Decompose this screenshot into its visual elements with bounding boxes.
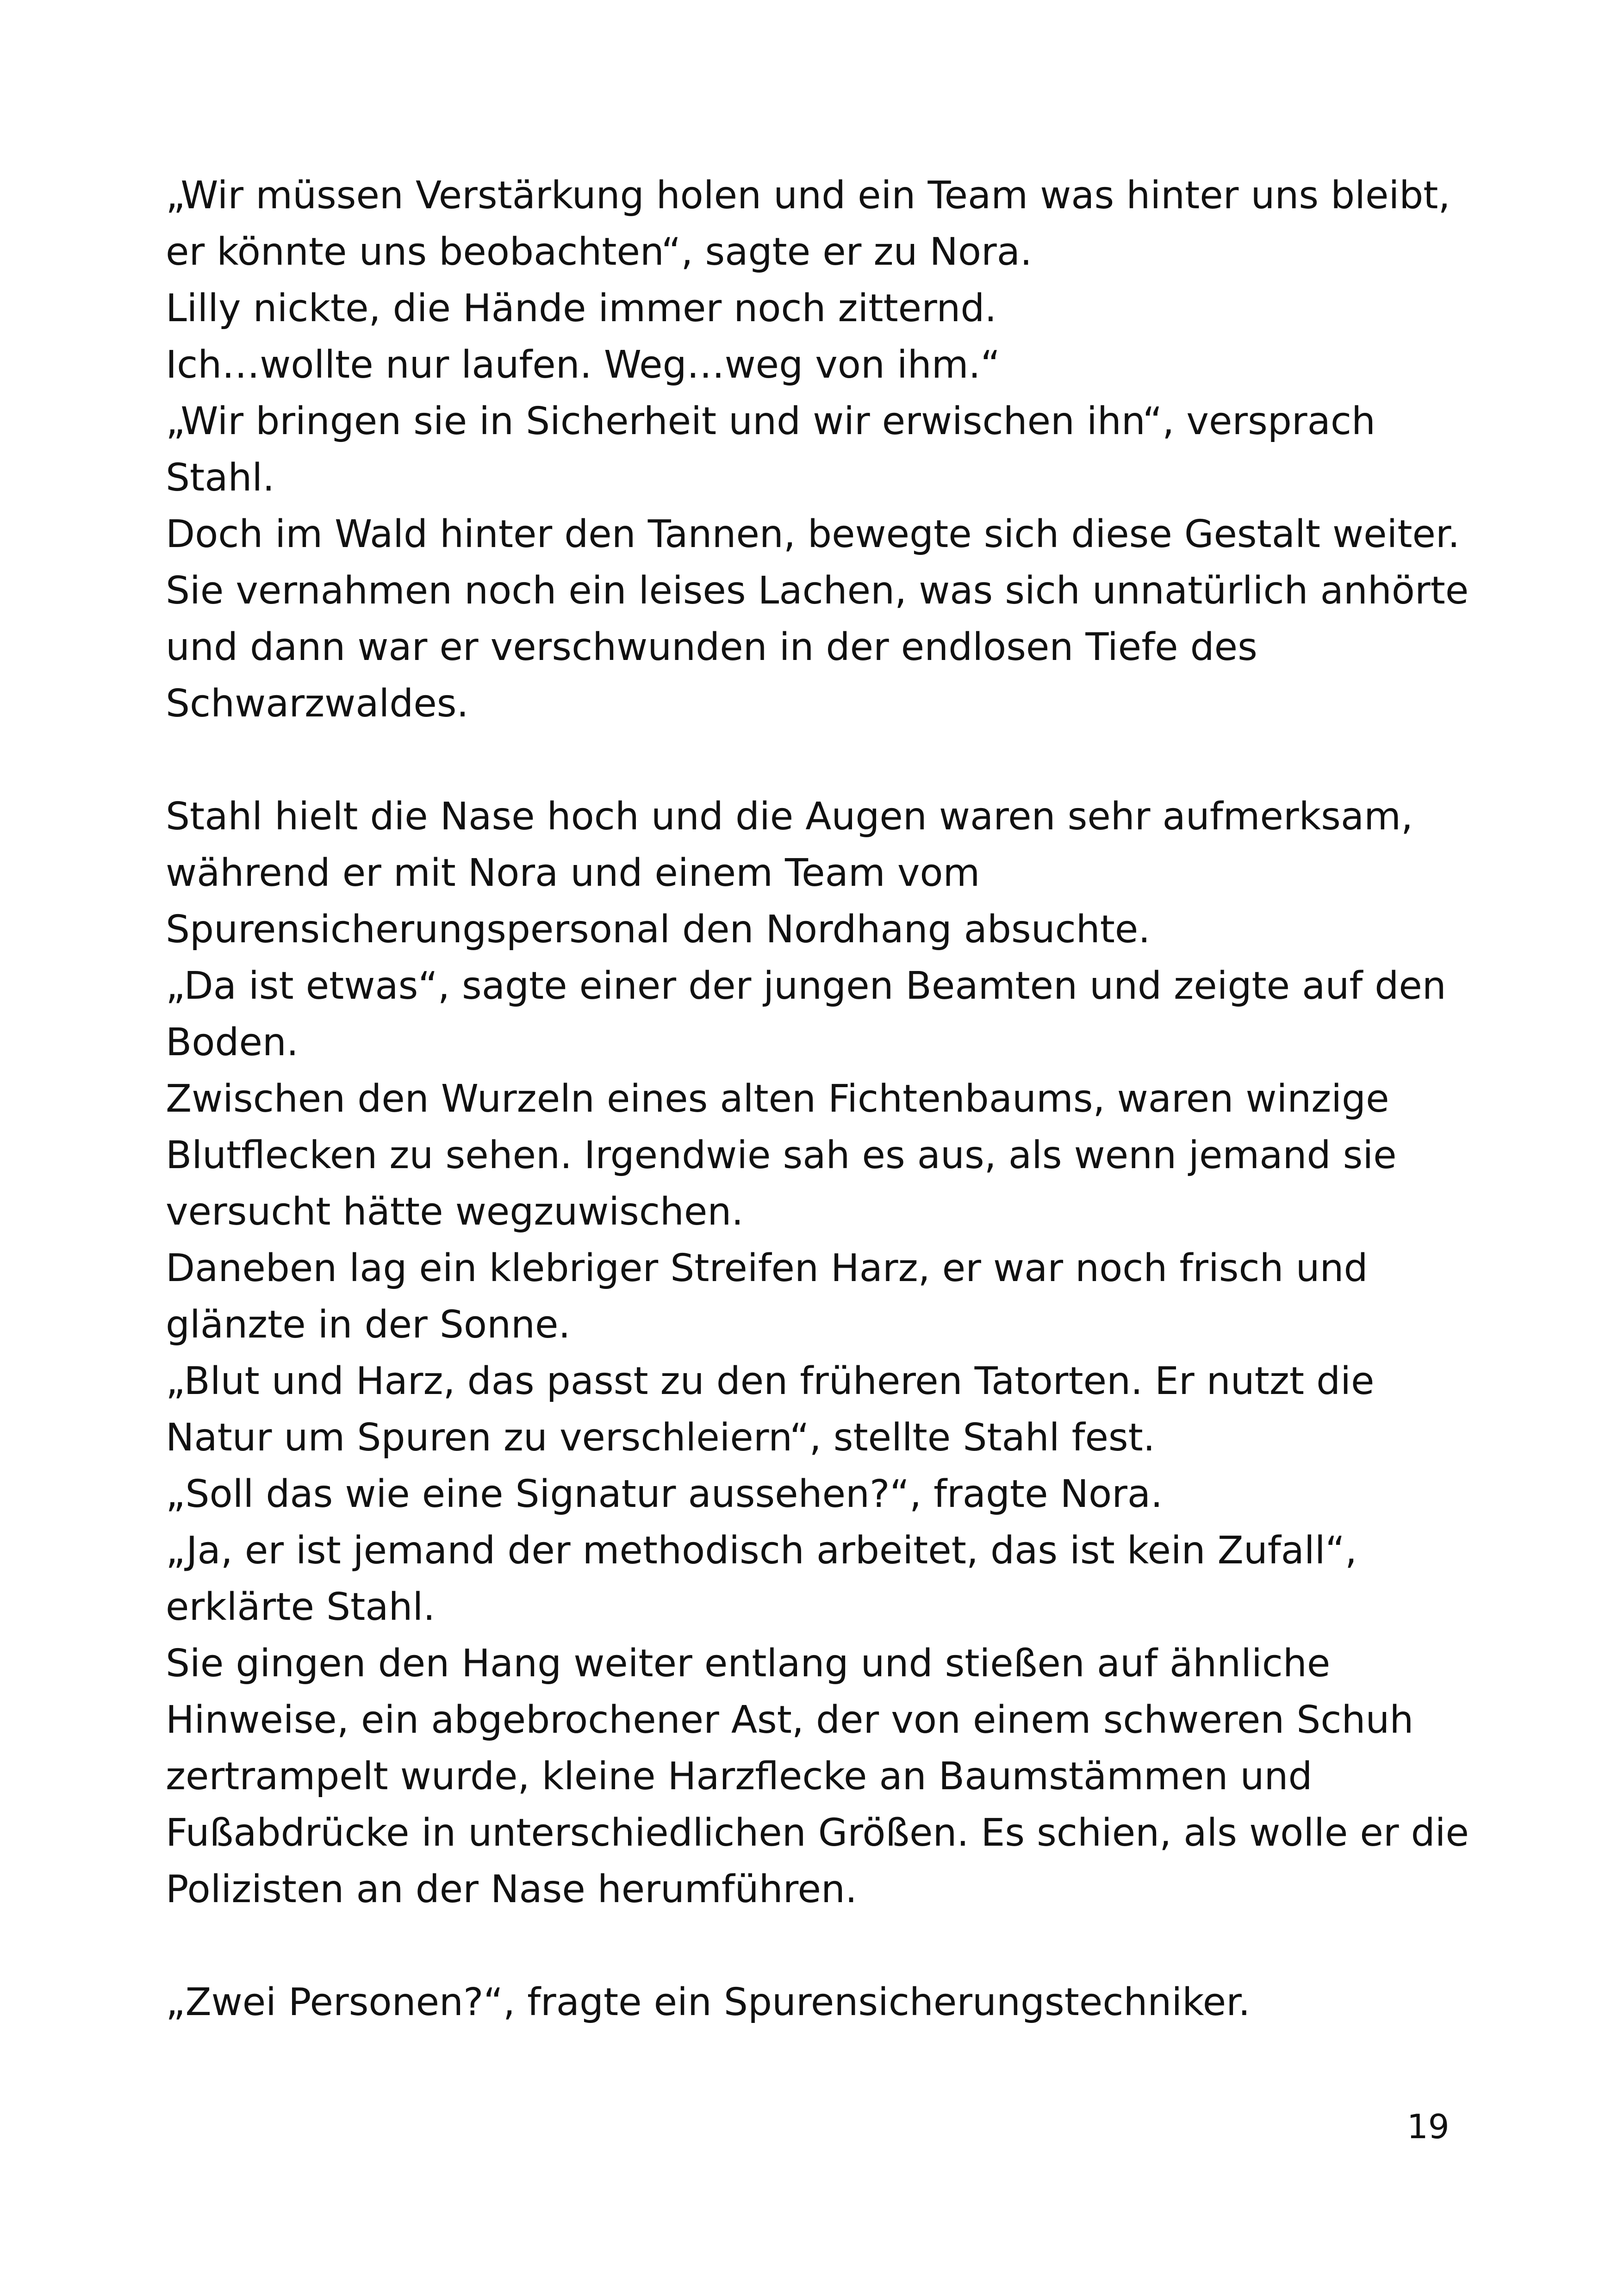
text-line: Stahl hielt die Nase hoch und die Augen waren sehr aufmerksam,	[166, 795, 1413, 839]
body-text	[166, 168, 1469, 2031]
text-line: und dann war er verschwunden in der endlosen Tiefe des	[166, 625, 1257, 669]
text-line: glänzte in der Sonne.	[166, 1303, 571, 1347]
text-line: Polizisten an der Nase herumführen.	[166, 1867, 858, 1911]
text-line: Sie vernahmen noch ein leises Lachen, was sich unnatürlich anhörte	[166, 569, 1469, 613]
text-line: Stahl.	[166, 456, 275, 500]
text-line: Natur um Spuren zu verschleiern“, stellte Stahl fest.	[166, 1416, 1155, 1460]
text-line: „Wir bringen sie in Sicherheit und wir erwischen ihn“, versprach	[166, 399, 1375, 443]
text-line: Hinweise, ein abgebrochener Ast, der von einem schweren Schuh	[166, 1698, 1414, 1742]
text-line: erklärte Stahl.	[166, 1585, 436, 1629]
text-line: Lilly nickte, die Hände immer noch zitternd.	[166, 286, 997, 330]
text-line: Sie gingen den Hang weiter entlang und stießen auf ähnliche	[166, 1642, 1331, 1686]
text-line: Spurensicherungspersonal den Nordhang absuchte.	[166, 908, 1151, 952]
paragraph-break	[166, 1918, 1462, 1974]
text-line: Ich…wollte nur laufen. Weg…weg von ihm.“	[166, 343, 1001, 387]
text-line: „Wir müssen Verstärkung holen und ein Team was hinter uns bleibt,	[166, 174, 1450, 218]
text-line: er könnte uns beobachten“, sagte er zu Nora.	[166, 230, 1033, 274]
text-line: „Zwei Personen?“, fragte ein Spurensicherungstechniker.	[166, 1980, 1251, 2024]
text-line: Zwischen den Wurzeln eines alten Fichtenbaums, waren winzige	[166, 1077, 1389, 1121]
text-line: Daneben lag ein klebriger Streifen Harz, er war noch frisch und	[166, 1246, 1368, 1290]
text-line: „Soll das wie eine Signatur aussehen?“, fragte Nora.	[166, 1472, 1163, 1516]
text-line: Doch im Wald hinter den Tannen, bewegte sich diese Gestalt weiter.	[166, 512, 1460, 556]
text-line: Schwarzwaldes.	[166, 682, 469, 726]
text-line: während er mit Nora und einem Team vom	[166, 851, 980, 895]
text-line: Fußabdrücke in unterschiedlichen Größen. Es schien, als wolle er die	[166, 1811, 1469, 1855]
text-line: versucht hätte wegzuwischen.	[166, 1190, 744, 1234]
page-number: 19	[1407, 2107, 1450, 2146]
text-line: Boden.	[166, 1020, 299, 1064]
text-line: „Blut und Harz, das passt zu den früheren Tatorten. Er nutzt die	[166, 1359, 1375, 1403]
text-line: zertrampelt wurde, kleine Harzflecke an Baumstämmen und	[166, 1755, 1313, 1798]
text-line: „Da ist etwas“, sagte einer der jungen Beamten und zeigte auf den	[166, 964, 1446, 1008]
paragraph-break	[166, 732, 1462, 789]
text-line: „Ja, er ist jemand der methodisch arbeitet, das ist kein Zufall“,	[166, 1529, 1357, 1573]
text-line: Blutflecken zu sehen. Irgendwie sah es aus, als wenn jemand sie	[166, 1133, 1397, 1177]
